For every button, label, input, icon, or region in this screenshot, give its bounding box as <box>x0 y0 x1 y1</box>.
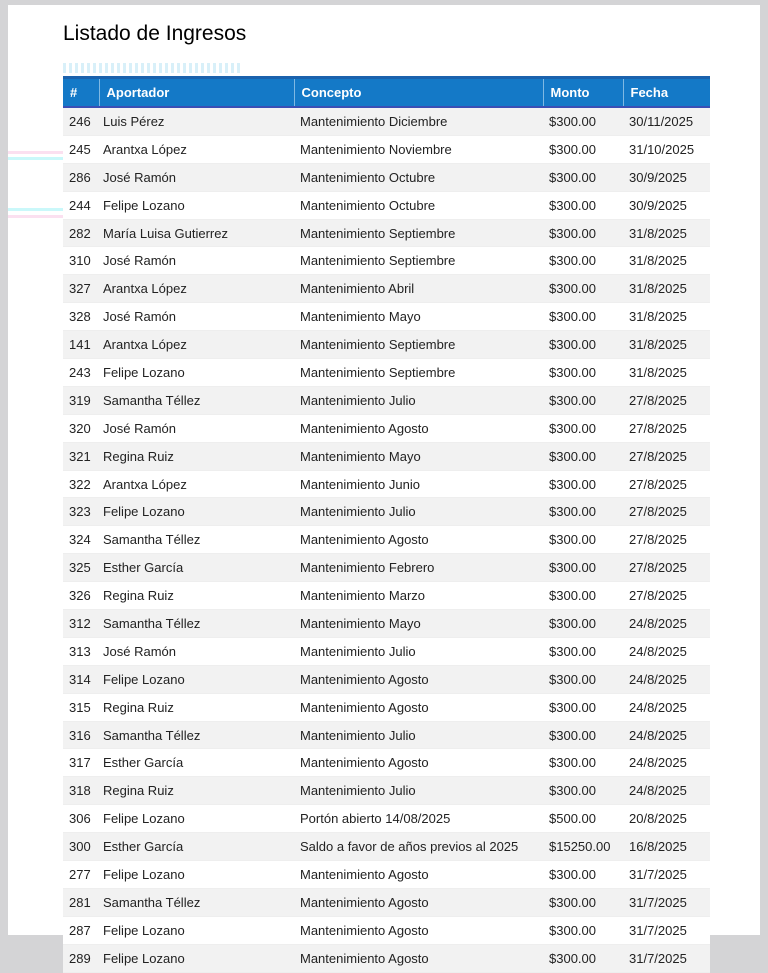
row-fecha: 27/8/2025 <box>623 498 710 526</box>
row-aportador: Felipe Lozano <box>99 665 294 693</box>
row-concepto: Mantenimiento Mayo <box>294 442 543 470</box>
row-monto: $300.00 <box>543 554 623 582</box>
row-concepto: Mantenimiento Agosto <box>294 749 543 777</box>
row-monto: $300.00 <box>543 470 623 498</box>
col-number-header: # <box>63 78 99 108</box>
table-row <box>63 861 710 889</box>
row-aportador: José Ramón <box>99 637 294 665</box>
table-row <box>63 219 710 247</box>
row-aportador: Felipe Lozano <box>99 916 294 944</box>
row-concepto: Mantenimiento Junio <box>294 470 543 498</box>
row-concepto: Mantenimiento Julio <box>294 498 543 526</box>
row-number: 324 <box>63 526 99 554</box>
row-concepto: Mantenimiento Agosto <box>294 916 543 944</box>
row-number: 318 <box>63 777 99 805</box>
table-row <box>63 610 710 638</box>
row-number: 317 <box>63 749 99 777</box>
row-fecha: 31/8/2025 <box>623 331 710 359</box>
table-row <box>63 693 710 721</box>
row-concepto: Mantenimiento Julio <box>294 721 543 749</box>
row-aportador: José Ramón <box>99 303 294 331</box>
row-number: 245 <box>63 135 99 163</box>
table-row <box>63 888 710 916</box>
row-number: 244 <box>63 191 99 219</box>
row-aportador: Felipe Lozano <box>99 359 294 387</box>
table-row <box>63 916 710 944</box>
row-fecha: 31/10/2025 <box>623 135 710 163</box>
row-monto: $300.00 <box>543 610 623 638</box>
row-aportador: Regina Ruiz <box>99 582 294 610</box>
row-monto: $300.00 <box>543 107 623 135</box>
row-aportador: Regina Ruiz <box>99 693 294 721</box>
table-header-row <box>63 78 710 108</box>
scan-artifact <box>63 63 243 73</box>
table-row <box>63 749 710 777</box>
row-monto: $300.00 <box>543 442 623 470</box>
row-number: 287 <box>63 916 99 944</box>
row-fecha: 30/11/2025 <box>623 107 710 135</box>
row-aportador: Felipe Lozano <box>99 944 294 972</box>
table-row <box>63 498 710 526</box>
row-monto: $300.00 <box>543 331 623 359</box>
row-monto: $300.00 <box>543 275 623 303</box>
row-concepto: Mantenimiento Octubre <box>294 191 543 219</box>
row-monto: $300.00 <box>543 637 623 665</box>
row-fecha: 20/8/2025 <box>623 805 710 833</box>
row-concepto: Mantenimiento Abril <box>294 275 543 303</box>
row-monto: $300.00 <box>543 163 623 191</box>
row-number: 310 <box>63 247 99 275</box>
table-row <box>63 331 710 359</box>
table-row <box>63 582 710 610</box>
row-fecha: 27/8/2025 <box>623 470 710 498</box>
row-aportador: Samantha Téllez <box>99 610 294 638</box>
row-number: 326 <box>63 582 99 610</box>
row-fecha: 27/8/2025 <box>623 442 710 470</box>
row-concepto: Mantenimiento Mayo <box>294 610 543 638</box>
table-row <box>63 135 710 163</box>
row-aportador: Luis Pérez <box>99 107 294 135</box>
table-row <box>63 359 710 387</box>
row-aportador: Regina Ruiz <box>99 442 294 470</box>
row-number: 306 <box>63 805 99 833</box>
row-concepto: Mantenimiento Agosto <box>294 414 543 442</box>
col-monto-header: Monto <box>543 78 623 108</box>
row-number: 323 <box>63 498 99 526</box>
row-concepto: Mantenimiento Agosto <box>294 526 543 554</box>
table-body <box>63 107 710 972</box>
row-aportador: José Ramón <box>99 247 294 275</box>
row-fecha: 24/8/2025 <box>623 721 710 749</box>
row-monto: $300.00 <box>543 777 623 805</box>
row-fecha: 30/9/2025 <box>623 191 710 219</box>
row-fecha: 24/8/2025 <box>623 777 710 805</box>
table-row <box>63 665 710 693</box>
row-aportador: José Ramón <box>99 414 294 442</box>
row-concepto: Mantenimiento Septiembre <box>294 219 543 247</box>
row-monto: $300.00 <box>543 303 623 331</box>
row-number: 320 <box>63 414 99 442</box>
row-monto: $300.00 <box>543 665 623 693</box>
row-concepto: Mantenimiento Febrero <box>294 554 543 582</box>
row-aportador: Esther García <box>99 749 294 777</box>
table-row <box>63 944 710 972</box>
row-number: 286 <box>63 163 99 191</box>
row-monto: $300.00 <box>543 944 623 972</box>
row-fecha: 31/8/2025 <box>623 303 710 331</box>
row-number: 300 <box>63 833 99 861</box>
row-fecha: 24/8/2025 <box>623 610 710 638</box>
table-row <box>63 107 710 135</box>
row-monto: $300.00 <box>543 498 623 526</box>
row-monto: $300.00 <box>543 135 623 163</box>
row-aportador: Felipe Lozano <box>99 861 294 889</box>
row-number: 289 <box>63 944 99 972</box>
row-monto: $300.00 <box>543 219 623 247</box>
income-table <box>63 76 710 973</box>
row-monto: $300.00 <box>543 861 623 889</box>
row-aportador: Samantha Téllez <box>99 386 294 414</box>
row-concepto: Mantenimiento Septiembre <box>294 247 543 275</box>
row-concepto: Saldo a favor de años previos al 2025 <box>294 833 543 861</box>
row-fecha: 27/8/2025 <box>623 582 710 610</box>
row-concepto: Mantenimiento Julio <box>294 386 543 414</box>
row-number: 321 <box>63 442 99 470</box>
row-aportador: Esther García <box>99 554 294 582</box>
row-number: 319 <box>63 386 99 414</box>
row-monto: $300.00 <box>543 721 623 749</box>
row-number: 281 <box>63 888 99 916</box>
row-concepto: Mantenimiento Noviembre <box>294 135 543 163</box>
row-monto: $300.00 <box>543 386 623 414</box>
document-page <box>8 5 760 966</box>
table-row <box>63 303 710 331</box>
row-aportador: Esther García <box>99 833 294 861</box>
row-concepto: Mantenimiento Agosto <box>294 888 543 916</box>
row-concepto: Mantenimiento Octubre <box>294 163 543 191</box>
row-aportador: Arantxa López <box>99 331 294 359</box>
row-monto: $300.00 <box>543 191 623 219</box>
row-concepto: Portón abierto 14/08/2025 <box>294 805 543 833</box>
row-number: 282 <box>63 219 99 247</box>
table-row <box>63 414 710 442</box>
row-fecha: 31/7/2025 <box>623 861 710 889</box>
row-aportador: Arantxa López <box>99 135 294 163</box>
row-number: 314 <box>63 665 99 693</box>
row-number: 243 <box>63 359 99 387</box>
row-concepto: Mantenimiento Julio <box>294 777 543 805</box>
row-monto: $500.00 <box>543 805 623 833</box>
col-concepto-header: Concepto <box>294 78 543 108</box>
row-concepto: Mantenimiento Agosto <box>294 693 543 721</box>
row-number: 313 <box>63 637 99 665</box>
table-row <box>63 721 710 749</box>
row-aportador: Regina Ruiz <box>99 777 294 805</box>
row-fecha: 24/8/2025 <box>623 665 710 693</box>
row-aportador: Samantha Téllez <box>99 526 294 554</box>
table-row <box>63 191 710 219</box>
row-concepto: Mantenimiento Julio <box>294 637 543 665</box>
row-concepto: Mantenimiento Diciembre <box>294 107 543 135</box>
row-concepto: Mantenimiento Marzo <box>294 582 543 610</box>
row-aportador: Felipe Lozano <box>99 191 294 219</box>
row-number: 316 <box>63 721 99 749</box>
row-number: 325 <box>63 554 99 582</box>
row-concepto: Mantenimiento Agosto <box>294 861 543 889</box>
row-aportador: Arantxa López <box>99 275 294 303</box>
row-fecha: 31/8/2025 <box>623 359 710 387</box>
table-row <box>63 777 710 805</box>
row-aportador: Felipe Lozano <box>99 805 294 833</box>
row-number: 277 <box>63 861 99 889</box>
row-fecha: 27/8/2025 <box>623 526 710 554</box>
row-fecha: 30/9/2025 <box>623 163 710 191</box>
row-aportador: Arantxa López <box>99 470 294 498</box>
row-monto: $300.00 <box>543 247 623 275</box>
row-monto: $300.00 <box>543 693 623 721</box>
table-row <box>63 247 710 275</box>
table-row <box>63 554 710 582</box>
table-row <box>63 442 710 470</box>
row-fecha: 31/7/2025 <box>623 888 710 916</box>
row-fecha: 31/7/2025 <box>623 916 710 944</box>
row-fecha: 27/8/2025 <box>623 414 710 442</box>
row-monto: $300.00 <box>543 916 623 944</box>
row-number: 312 <box>63 610 99 638</box>
row-fecha: 24/8/2025 <box>623 637 710 665</box>
table-row <box>63 805 710 833</box>
row-number: 141 <box>63 331 99 359</box>
row-fecha: 31/7/2025 <box>623 944 710 972</box>
row-number: 315 <box>63 693 99 721</box>
row-aportador: Felipe Lozano <box>99 498 294 526</box>
row-monto: $15250.00 <box>543 833 623 861</box>
table-row <box>63 526 710 554</box>
row-monto: $300.00 <box>543 888 623 916</box>
row-number: 246 <box>63 107 99 135</box>
table-row <box>63 386 710 414</box>
row-fecha: 16/8/2025 <box>623 833 710 861</box>
col-fecha-header: Fecha <box>623 78 710 108</box>
row-aportador: María Luisa Gutierrez <box>99 219 294 247</box>
row-concepto: Mantenimiento Agosto <box>294 944 543 972</box>
row-fecha: 24/8/2025 <box>623 749 710 777</box>
table-row <box>63 833 710 861</box>
row-monto: $300.00 <box>543 749 623 777</box>
row-monto: $300.00 <box>543 359 623 387</box>
row-monto: $300.00 <box>543 582 623 610</box>
row-number: 328 <box>63 303 99 331</box>
row-fecha: 27/8/2025 <box>623 554 710 582</box>
row-fecha: 31/8/2025 <box>623 247 710 275</box>
table-row <box>63 637 710 665</box>
table-row <box>63 275 710 303</box>
row-fecha: 31/8/2025 <box>623 275 710 303</box>
row-monto: $300.00 <box>543 526 623 554</box>
col-aportador-header: Aportador <box>99 78 294 108</box>
row-concepto: Mantenimiento Mayo <box>294 303 543 331</box>
row-number: 327 <box>63 275 99 303</box>
row-aportador: Samantha Téllez <box>99 888 294 916</box>
table-row <box>63 470 710 498</box>
row-concepto: Mantenimiento Septiembre <box>294 359 543 387</box>
row-concepto: Mantenimiento Septiembre <box>294 331 543 359</box>
table-row <box>63 163 710 191</box>
row-fecha: 24/8/2025 <box>623 693 710 721</box>
page-title: Listado de Ingresos <box>63 22 247 45</box>
row-aportador: José Ramón <box>99 163 294 191</box>
row-number: 322 <box>63 470 99 498</box>
row-fecha: 27/8/2025 <box>623 386 710 414</box>
row-fecha: 31/8/2025 <box>623 219 710 247</box>
row-aportador: Samantha Téllez <box>99 721 294 749</box>
row-concepto: Mantenimiento Agosto <box>294 665 543 693</box>
row-monto: $300.00 <box>543 414 623 442</box>
